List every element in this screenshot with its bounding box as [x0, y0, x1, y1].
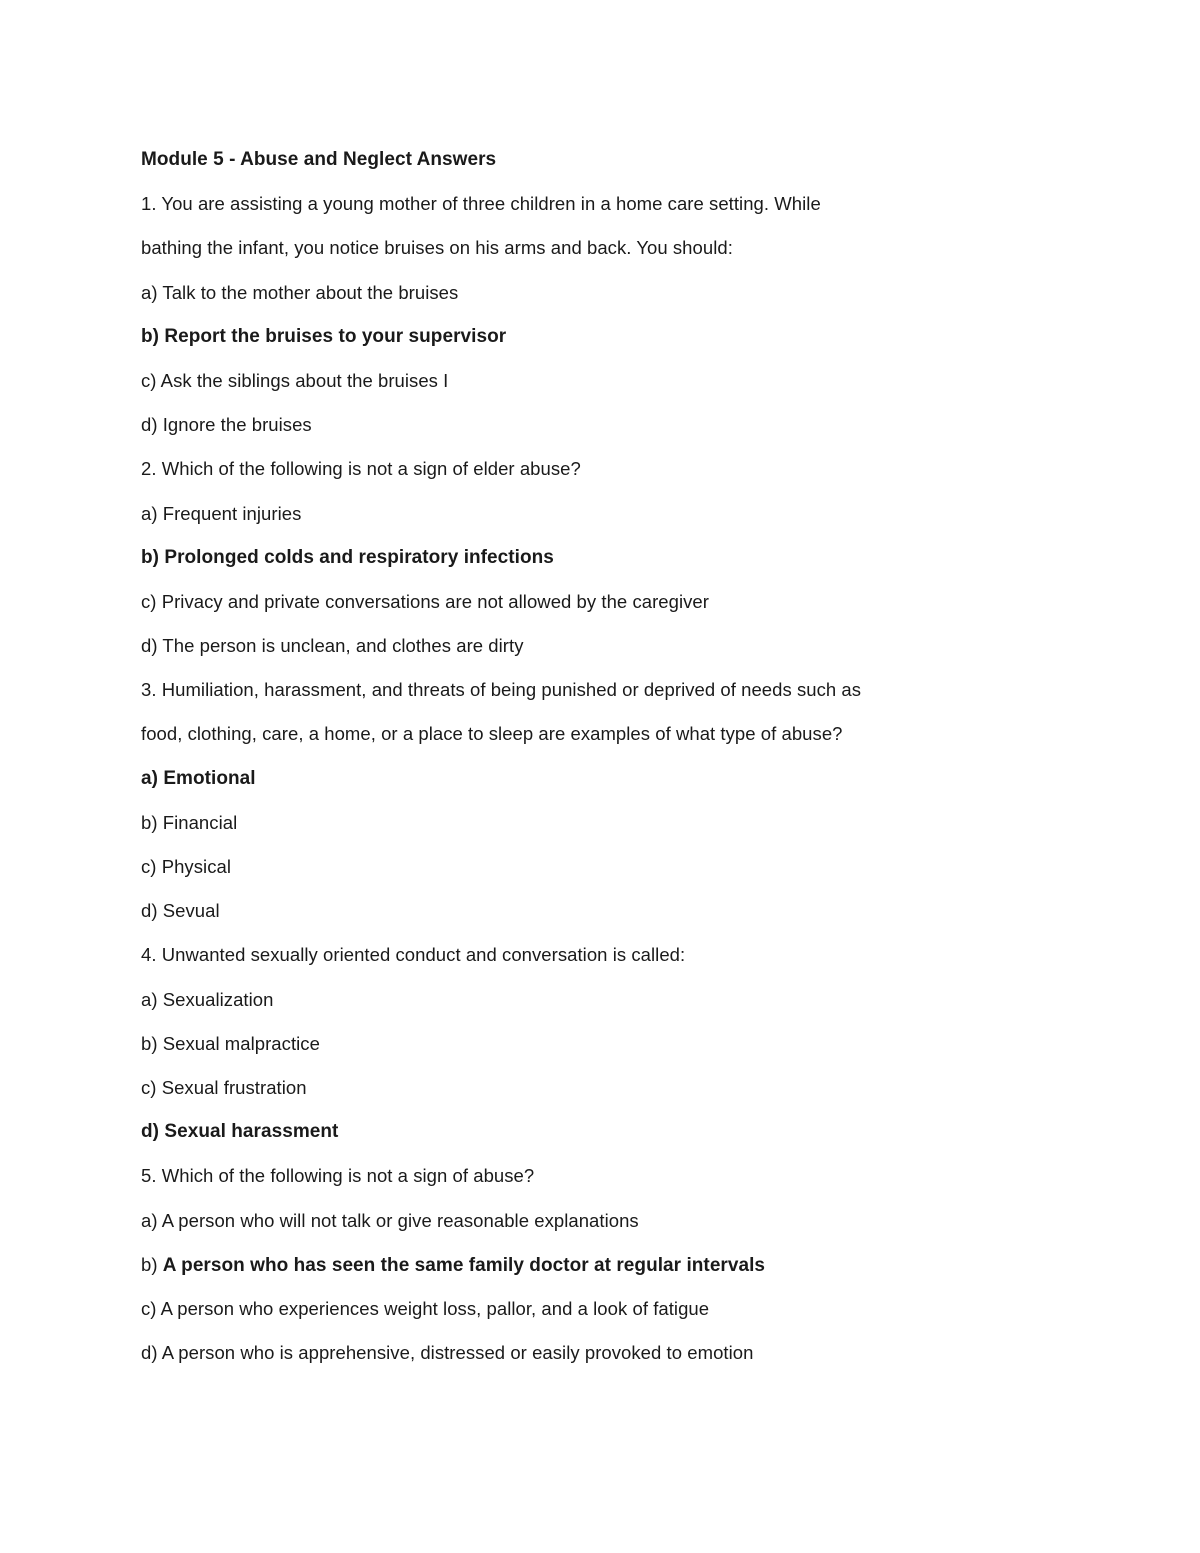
- document-title: Module 5 - Abuse and Neglect Answers: [141, 149, 497, 170]
- question-3-correct-option-a: a) Emotional: [141, 767, 256, 789]
- question-4-option-c: c) Sexual frustration: [141, 1076, 307, 1098]
- question-2-option-d: d) The person is unclean, and clothes are dirty: [141, 635, 524, 657]
- question-3-option-d: d) Sevual: [141, 900, 220, 922]
- question-4-option-a: a) Sexualization: [141, 988, 274, 1010]
- question-5-correct-option-b: [141, 1243, 1061, 1287]
- question-5-option-b-text: A person who has seen the same family doctor at regular intervals: [162, 1254, 766, 1276]
- document-content: [141, 138, 1061, 1375]
- question-5-option-a: a) A person who will not talk or give reasonable explanations: [141, 1209, 639, 1231]
- question-1-option-c: c) Ask the siblings about the bruises I: [141, 369, 449, 391]
- question-3-option-b: b) Financial: [141, 811, 238, 833]
- question-1-option-a: a) Talk to the mother about the bruises: [141, 281, 459, 303]
- question-4-option-b: b) Sexual malpractice: [141, 1032, 320, 1054]
- question-2-correct-option-b: b) Prolonged colds and respiratory infections: [141, 546, 554, 568]
- question-3-stem-line-1: 3. Humiliation, harassment, and threats of being punished or deprived of needs such as: [141, 679, 862, 701]
- question-2-option-a: a) Frequent injuries: [141, 502, 302, 524]
- question-5-stem-line-1: 5. Which of the following is not a sign of abuse?: [141, 1165, 535, 1187]
- question-1-stem-line-1: 1. You are assisting a young mother of three children in a home care setting. While: [141, 193, 821, 215]
- question-5-option-c: c) A person who experiences weight loss, pallor, and a look of fatigue: [141, 1297, 710, 1319]
- question-2-stem-line-1: 2. Which of the following is not a sign of elder abuse?: [141, 458, 581, 480]
- question-1-option-d: d) Ignore the bruises: [141, 414, 312, 436]
- question-4-correct-option-d: d) Sexual harassment: [141, 1121, 339, 1143]
- question-5-option-d: d) A person who is apprehensive, distressed or easily provoked to emotion: [141, 1342, 754, 1364]
- question-3-option-c: c) Physical: [141, 856, 231, 877]
- question-4-stem-line-1: 4. Unwanted sexually oriented conduct and conversation is called:: [141, 944, 686, 966]
- question-3-stem-line-2: food, clothing, care, a home, or a place to sleep are examples of what type of abuse?: [141, 723, 843, 745]
- question-1-stem-line-2: bathing the infant, you notice bruises on his arms and back. You should:: [141, 237, 733, 259]
- question-5-option-b-prefix: b): [141, 1253, 158, 1275]
- question-2-option-c: c) Privacy and private conversations are not allowed by the caregiver: [141, 590, 709, 612]
- question-1-correct-option-b: b) Report the bruises to your supervisor: [141, 325, 507, 347]
